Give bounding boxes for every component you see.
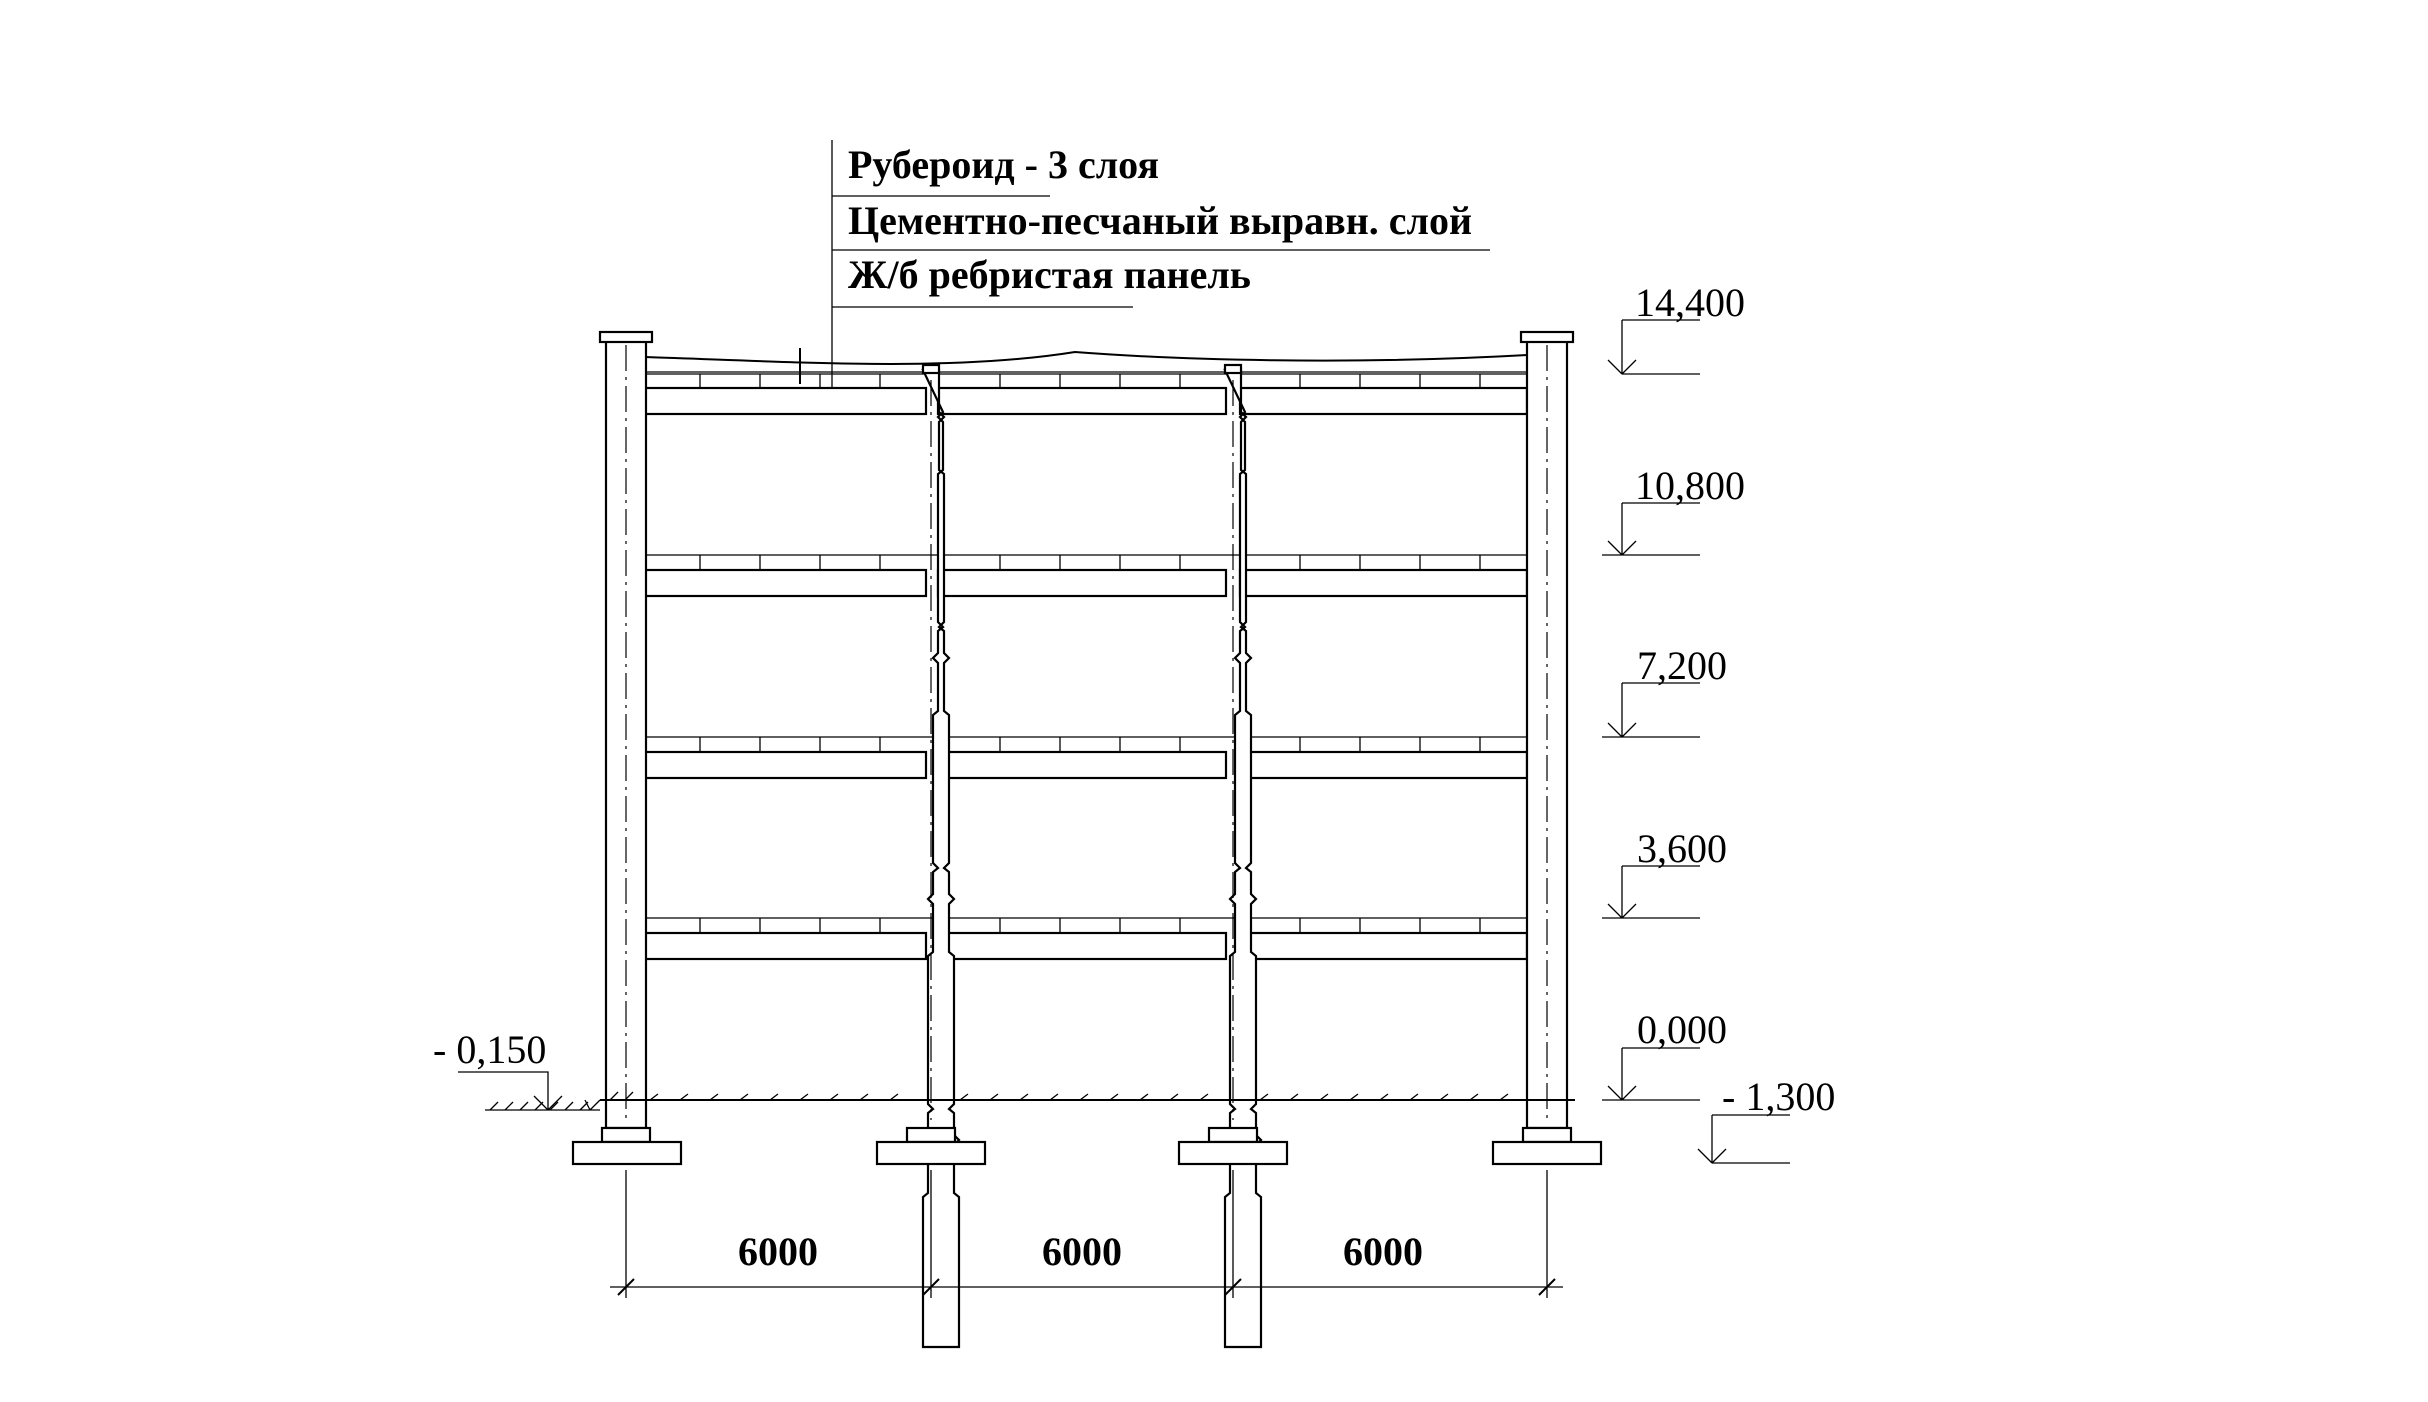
- column-middle-2: [1225, 365, 1261, 1347]
- span-label-2: 6000: [1042, 1229, 1122, 1274]
- level-mark-foundation: [1698, 1074, 1835, 1163]
- span-dimension-line: [610, 1170, 1563, 1298]
- floor-slab-2: [636, 918, 1527, 959]
- level-label-roof: 14,400: [1635, 280, 1745, 325]
- foundation-left: [573, 1128, 681, 1164]
- level-mark-floor2: [1602, 826, 1727, 918]
- layer-label-screed: Цементно-песчаный выравн. слой: [848, 198, 1473, 243]
- level-mark-floor1: [1602, 1007, 1727, 1100]
- floor-slab-roof: [636, 374, 1527, 414]
- level-label-floor3: 7,200: [1637, 643, 1727, 688]
- level-label-ground: - 0,150: [433, 1027, 547, 1072]
- level-label-floor2: 3,600: [1637, 826, 1727, 871]
- column-middle-1: [923, 365, 959, 1347]
- column-right: [1521, 332, 1573, 1128]
- floor-slab-3: [636, 737, 1527, 778]
- level-mark-floor3: [1602, 643, 1727, 737]
- span-label-3: 6000: [1343, 1229, 1423, 1274]
- foundation-right: [1493, 1128, 1601, 1164]
- level-label-floor1: 0,000: [1637, 1007, 1727, 1052]
- level-mark-ground: [433, 1027, 562, 1110]
- foundation-middle-1: [877, 1128, 985, 1164]
- level-label-floor4: 10,800: [1635, 463, 1745, 508]
- layer-label-roofing: Рубероид - 3 слоя: [848, 142, 1160, 187]
- foundation-middle-2: [1179, 1128, 1287, 1164]
- level-mark-floor4: [1602, 463, 1745, 555]
- floor-slab-4: [636, 555, 1527, 596]
- span-label-1: 6000: [738, 1229, 818, 1274]
- level-mark-roof: [1608, 280, 1745, 374]
- layer-label-panel: Ж/б ребристая панель: [848, 252, 1251, 297]
- roof-layers-callout: [832, 140, 1490, 388]
- ground-line: [485, 1092, 1575, 1110]
- roof-covering: [645, 348, 1527, 384]
- column-left: [600, 332, 652, 1128]
- slab-ribs: [700, 374, 1480, 933]
- level-label-foundation: - 1,300: [1722, 1074, 1836, 1119]
